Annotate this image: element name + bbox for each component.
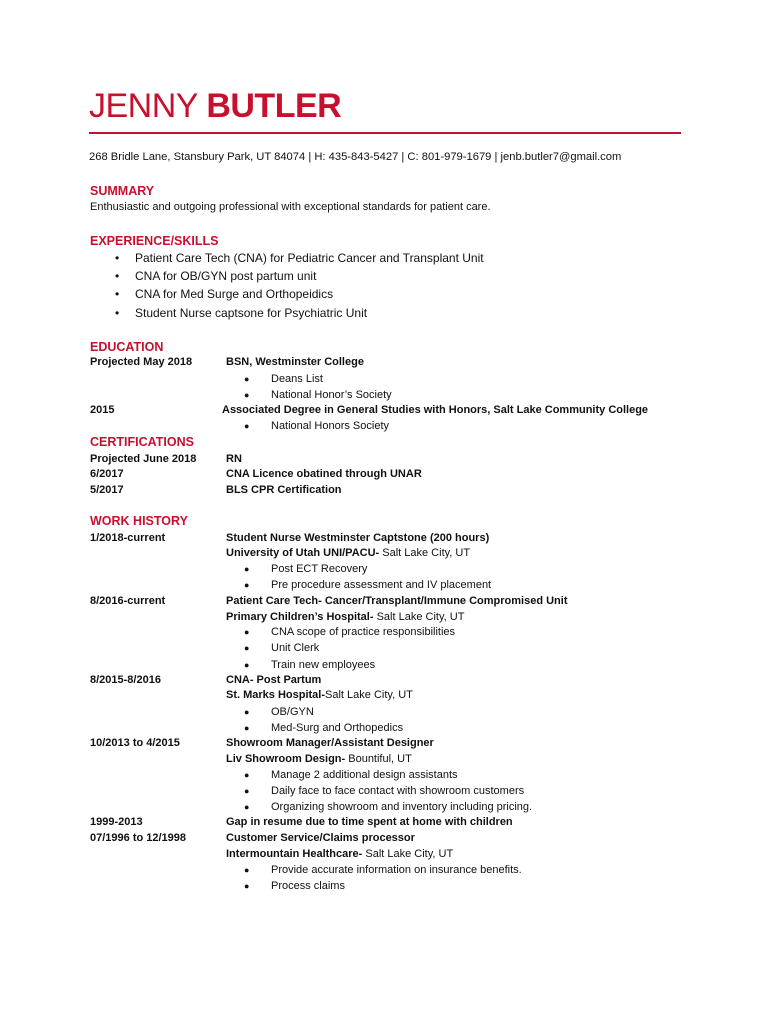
bullet-text: Daily face to face contact with showroom customers <box>271 785 525 797</box>
bullet-icon: • <box>115 269 120 284</box>
section-heading-certifications: CERTIFICATIONS <box>90 435 194 449</box>
bullet-icon: ● <box>244 580 250 590</box>
list-item <box>115 250 484 268</box>
bullet-text: National Honors Society <box>271 420 390 432</box>
bullet-icon: ● <box>244 707 250 717</box>
skill-text: CNA for Med Surge and Orthopeidics <box>135 287 334 302</box>
bullet-icon: • <box>115 305 120 320</box>
bullet-icon: ● <box>244 390 250 400</box>
entry-date: Projected June 2018 <box>90 453 197 465</box>
section-heading-summary: SUMMARY <box>90 184 155 198</box>
skills-list <box>115 250 484 323</box>
employer-location: Salt Lake City, UT <box>379 547 471 559</box>
contact-line: 268 Bridle Lane, Stansbury Park, UT 84074 | H: 435-843-5427 | C: 801-979-1679 | jenb.butler7@gmail.com <box>89 151 622 163</box>
entry-title: BLS CPR Certification <box>226 484 342 496</box>
entry-date: 1999-2013 <box>90 816 143 828</box>
section-heading-education: EDUCATION <box>90 340 164 354</box>
entry-date: Projected May 2018 <box>90 356 193 368</box>
bullet-text: Manage 2 additional design assistants <box>271 769 458 781</box>
employer-location: Salt Lake City, UT <box>362 848 454 860</box>
bullet-icon: ● <box>244 786 250 796</box>
employer-name: St. Marks Hospital- <box>226 689 326 701</box>
bullet-icon: • <box>115 251 120 265</box>
entry-title: RN <box>226 453 242 465</box>
bullet-text: CNA scope of practice responsibilities <box>271 626 456 638</box>
list-item <box>115 286 484 304</box>
skill-text: Student Nurse captsone for Psychiatric Unit <box>135 305 368 320</box>
bullet-icon: • <box>115 287 120 302</box>
employer-name: Liv Showroom Design- <box>226 753 346 765</box>
bullet-icon: ● <box>244 802 250 812</box>
employer-location: Salt Lake City, UT <box>325 689 413 701</box>
bullet-text: Post ECT Recovery <box>271 563 368 575</box>
employer-name: Primary Children’s Hospital- <box>226 611 374 623</box>
bullet-icon: ● <box>244 660 250 670</box>
entry-title: CNA- Post Partum <box>226 674 322 686</box>
entry-title: Student Nurse Westminster Captstone (200 hours) <box>226 532 490 544</box>
bullet-icon: ● <box>244 881 250 891</box>
entry-title: Gap in resume due to time spent at home with children <box>226 816 513 828</box>
bullet-text: Train new employees <box>271 659 376 671</box>
employer-name: Intermountain Healthcare- <box>226 848 363 860</box>
skill-text: Patient Care Tech (CNA) for Pediatric Cancer and Transplant Unit <box>135 251 484 265</box>
bullet-text: OB/GYN <box>271 706 314 718</box>
entry-date: 5/2017 <box>90 484 124 496</box>
employer-name: University of Utah UNI/PACU- <box>226 547 380 559</box>
entry-title: CNA Licence obatined through UNAR <box>226 468 422 480</box>
first-name: JENNY <box>89 87 198 125</box>
bullet-icon: ● <box>244 564 250 574</box>
skill-text: CNA for OB/GYN post partum unit <box>135 269 317 284</box>
bullet-icon: ● <box>244 723 250 733</box>
candidate-name <box>89 86 341 126</box>
section-heading-work-history: WORK HISTORY <box>90 514 188 528</box>
entry-title: Customer Service/Claims processor <box>226 832 415 844</box>
header-divider <box>89 132 681 134</box>
bullet-icon: ● <box>244 374 250 384</box>
entry-title: Associated Degree in General Studies with Honors, Salt Lake Community College <box>222 404 649 416</box>
entry-date: 8/2015-8/2016 <box>90 674 161 686</box>
list-item <box>115 305 484 323</box>
bullet-text: National Honor’s Society <box>271 389 392 401</box>
bullet-text: Organizing showroom and inventory including pricing. <box>271 801 533 813</box>
bullet-text: Provide accurate information on insurance benefits. <box>271 864 522 876</box>
employer-location: Bountiful, UT <box>345 753 412 765</box>
bullet-icon: ● <box>244 627 250 637</box>
entry-date: 07/1996 to 12/1998 <box>90 832 187 844</box>
list-item <box>115 268 484 286</box>
entry-date: 8/2016-current <box>90 595 166 607</box>
entry-title: Patient Care Tech- Cancer/Transplant/Immune Compromised Unit <box>226 595 568 607</box>
last-name: BUTLER <box>206 87 342 125</box>
bullet-text: Process claims <box>271 880 345 892</box>
entry-title: Showroom Manager/Assistant Designer <box>226 737 434 749</box>
bullet-icon: ● <box>244 421 250 431</box>
entry-date: 10/2013 to 4/2015 <box>90 737 180 749</box>
entry-title: BSN, Westminster College <box>226 356 364 368</box>
entry-date: 6/2017 <box>90 468 124 480</box>
bullet-icon: ● <box>244 865 250 875</box>
bullet-text: Unit Clerk <box>271 642 320 654</box>
bullet-text: Deans List <box>271 373 323 385</box>
entry-date: 2015 <box>90 404 115 416</box>
employer-location: Salt Lake City, UT <box>373 611 465 623</box>
summary-text: Enthusiastic and outgoing professional with exceptional standards for patient care. <box>90 201 491 213</box>
bullet-icon: ● <box>244 643 250 653</box>
section-heading-experience-skills: EXPERIENCE/SKILLS <box>90 234 219 248</box>
entry-date: 1/2018-current <box>90 532 166 544</box>
bullet-text: Pre procedure assessment and IV placement <box>271 579 492 591</box>
bullet-icon: ● <box>244 770 250 780</box>
bullet-text: Med-Surg and Orthopedics <box>271 722 404 734</box>
